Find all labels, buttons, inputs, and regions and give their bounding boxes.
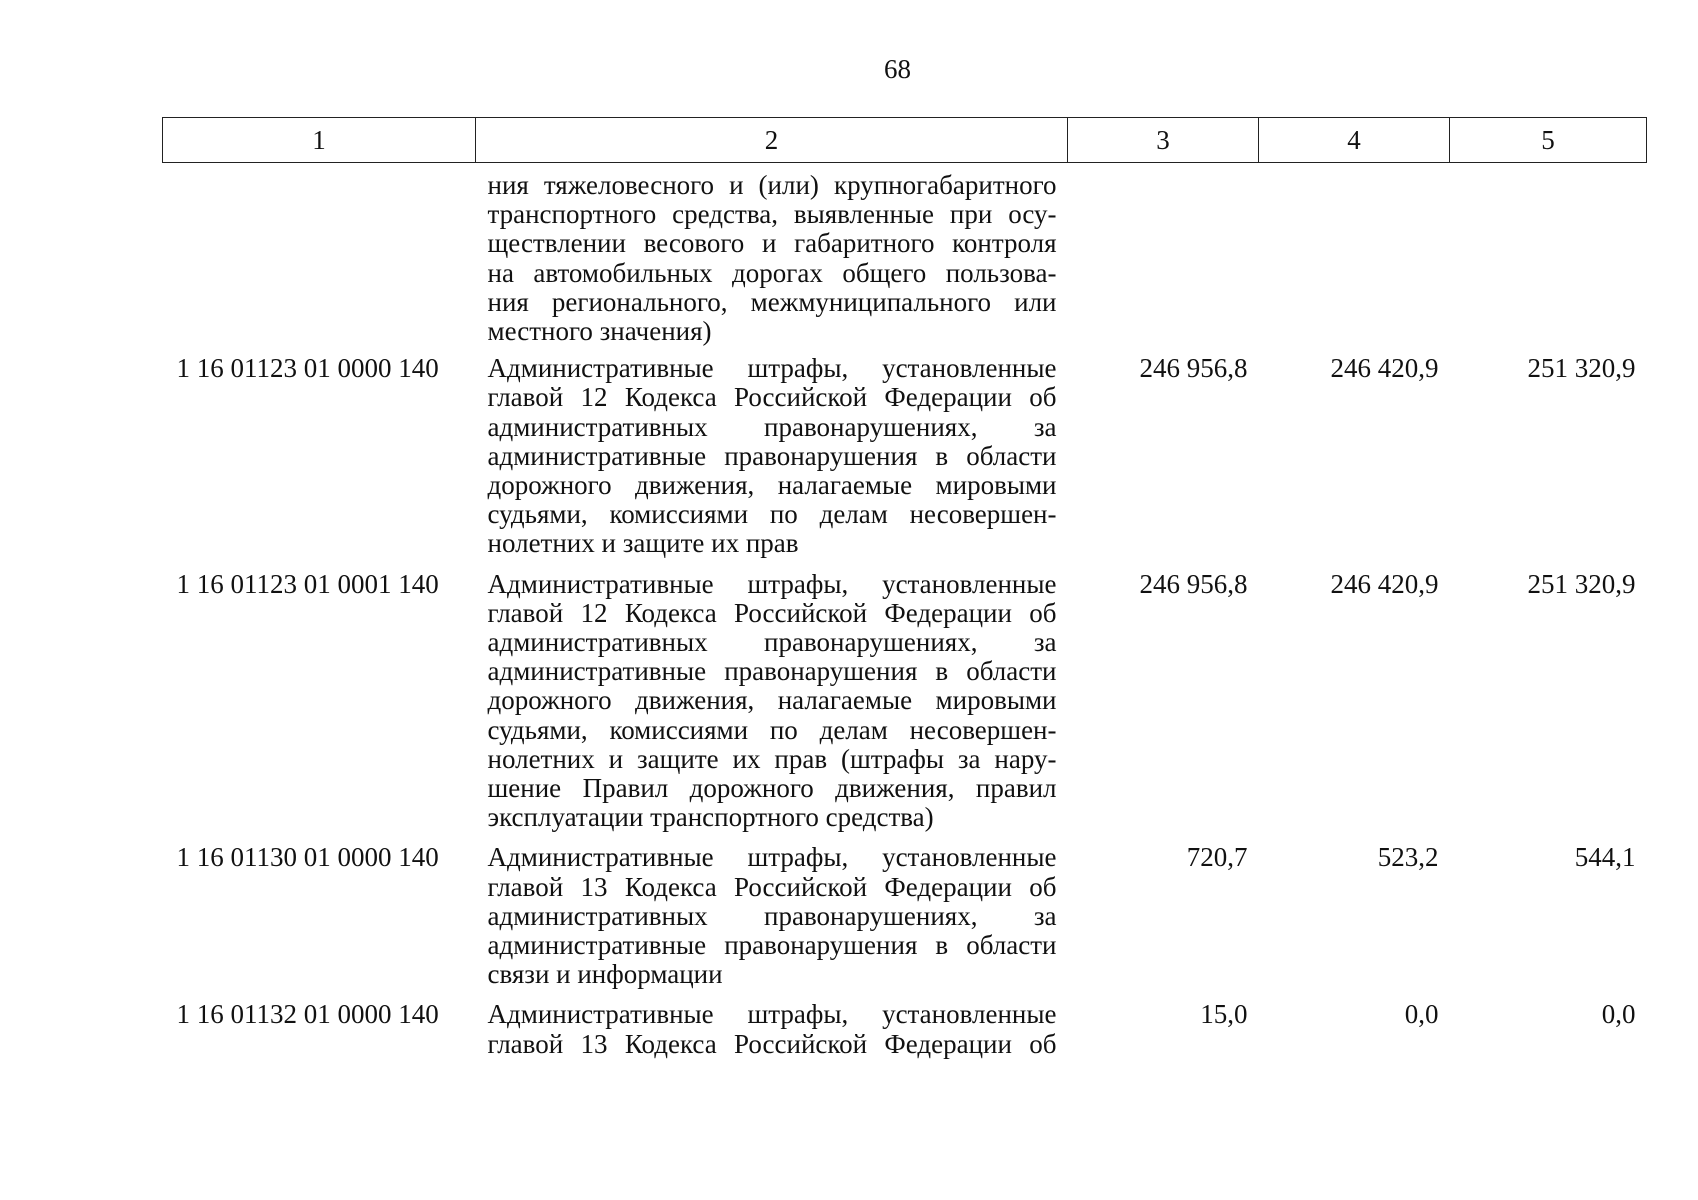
value-col5: 544,1 xyxy=(1574,842,1636,873)
budget-table xyxy=(162,117,1647,1070)
description-line: административных правонарушениях, за xyxy=(487,411,1057,442)
description-line: транспортного средства, выявленные при осу- xyxy=(487,199,1057,230)
description-line: нолетних и защите их прав (штрафы за нару- xyxy=(487,743,1057,774)
table-header-row xyxy=(163,118,1647,163)
description-line: дорожного движения, налагаемые мировыми xyxy=(487,685,1057,716)
description-cell xyxy=(476,843,1068,1000)
value-col5: 0,0 xyxy=(1601,999,1636,1030)
table-row xyxy=(163,1000,1647,1069)
description-cell xyxy=(476,1000,1068,1069)
description-cell xyxy=(476,570,1068,844)
description-line: нолетних и защите их прав xyxy=(487,528,799,559)
code-cell: 1 16 01123 01 0001 140 xyxy=(176,568,439,599)
description-line: судьями, комиссиями по делам несовершен- xyxy=(487,499,1057,530)
value-col3: 246 956,8 xyxy=(1139,568,1248,599)
value-col5: 251 320,9 xyxy=(1527,353,1636,384)
table-row xyxy=(163,570,1647,844)
code-cell xyxy=(163,163,476,355)
description-line: на автомобильных дорогах общего пользова- xyxy=(487,257,1057,288)
description-line: ния регионального, межмуниципального или xyxy=(487,286,1057,317)
value-col4: 246 420,9 xyxy=(1330,568,1439,599)
column-header-5: 5 xyxy=(1450,118,1647,163)
description-line: административных правонарушениях, за xyxy=(487,900,1057,931)
code-cell: 1 16 01123 01 0000 140 xyxy=(176,353,439,384)
description-line: главой 13 Кодекса Российской Федерации об xyxy=(487,871,1057,902)
description-line: Административные штрафы, установленные xyxy=(487,842,1057,873)
description-line: административных правонарушениях, за xyxy=(487,627,1057,658)
description-line: Административные штрафы, установленные xyxy=(487,999,1057,1030)
description-cell xyxy=(476,163,1068,355)
value-col3: 246 956,8 xyxy=(1139,353,1248,384)
description-line: Административные штрафы, установленные xyxy=(487,568,1057,599)
table-row xyxy=(163,843,1647,1000)
description-line: Административные штрафы, установленные xyxy=(487,353,1057,384)
value-col3: 15,0 xyxy=(1200,999,1248,1030)
table-row-continuation xyxy=(163,163,1647,355)
value-col5: 251 320,9 xyxy=(1527,568,1636,599)
description-line: главой 12 Кодекса Российской Федерации об xyxy=(487,597,1057,628)
description-line: административные правонарушения в области xyxy=(487,930,1057,961)
code-cell: 1 16 01132 01 0000 140 xyxy=(176,999,439,1030)
code-cell: 1 16 01130 01 0000 140 xyxy=(176,842,439,873)
description-line: ния тяжеловесного и (или) крупногабаритного xyxy=(487,170,1057,200)
column-header-3: 3 xyxy=(1068,118,1259,163)
page-number: 68 xyxy=(884,54,911,84)
budget-table-container xyxy=(162,117,1646,1070)
description-cell xyxy=(476,354,1068,569)
table-row xyxy=(163,354,1647,569)
description-line: главой 12 Кодекса Российской Федерации об xyxy=(487,382,1057,413)
description-line: административные правонарушения в области xyxy=(487,440,1057,471)
column-header-1: 1 xyxy=(163,118,476,163)
description-line: главой 13 Кодекса Российской Федерации об xyxy=(487,1028,1057,1059)
value-col3: 720,7 xyxy=(1186,842,1248,873)
description-line: связи и информации xyxy=(487,959,723,990)
description-line: ществлении весового и габаритного контроля xyxy=(487,228,1057,259)
column-header-4: 4 xyxy=(1259,118,1450,163)
description-line: судьями, комиссиями по делам несовершен- xyxy=(487,714,1057,745)
value-col4: 523,2 xyxy=(1377,842,1439,873)
value-col4: 0,0 xyxy=(1404,999,1439,1030)
description-line: эксплуатации транспортного средства) xyxy=(487,802,934,833)
value-col4: 246 420,9 xyxy=(1330,353,1439,384)
description-line: административные правонарушения в области xyxy=(487,656,1057,687)
description-line: шение Правил дорожного движения, правил xyxy=(487,773,1057,804)
description-line: местного значения) xyxy=(487,316,712,347)
description-line: дорожного движения, налагаемые мировыми xyxy=(487,470,1057,501)
column-header-2: 2 xyxy=(476,118,1068,163)
